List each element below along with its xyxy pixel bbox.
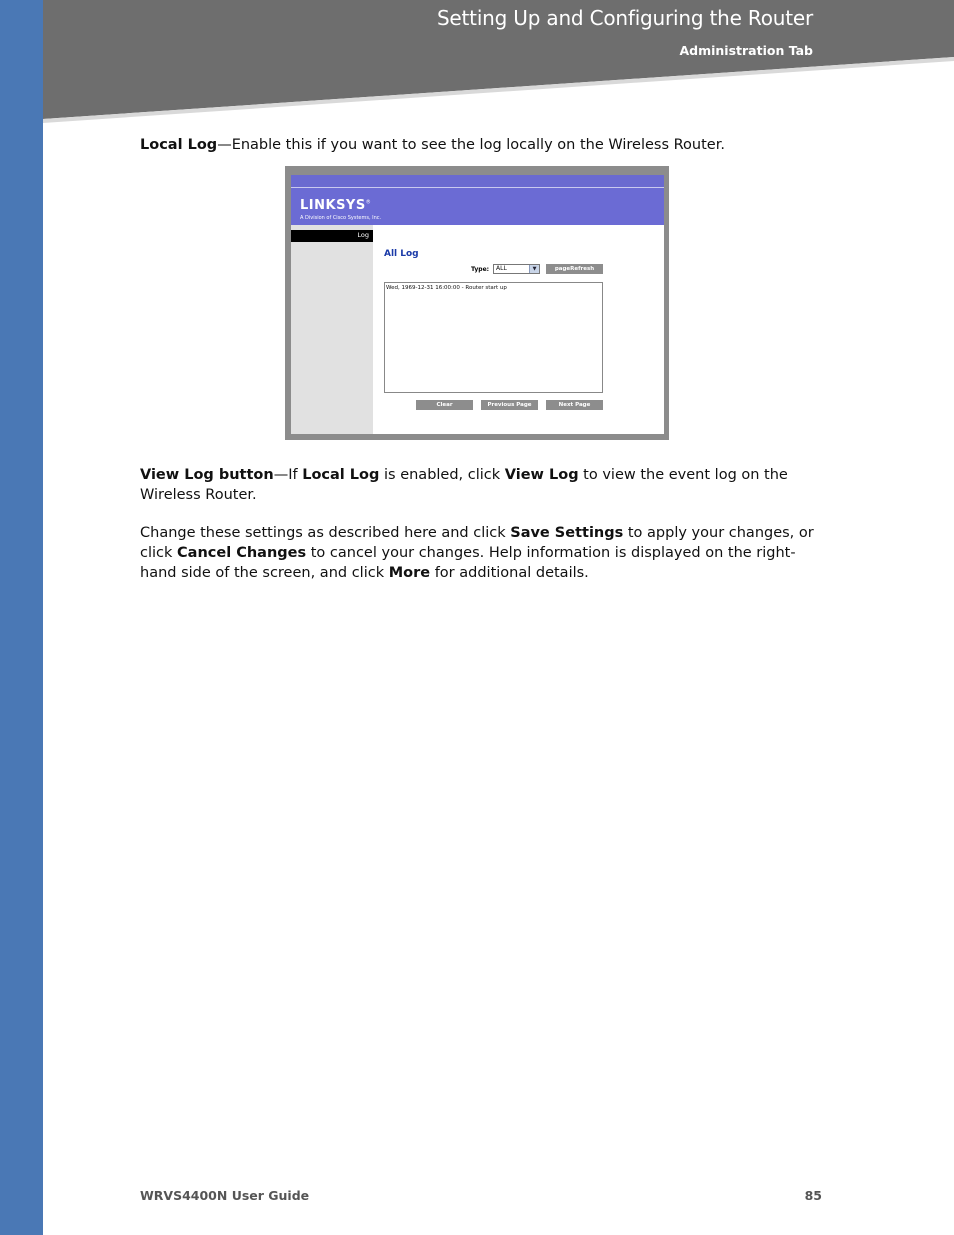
linksys-logo-text: LINKSYS	[300, 198, 366, 213]
change-settings-text-2: to apply your changes, or click	[140, 525, 814, 561]
save-settings-bold: Save Settings	[510, 525, 624, 541]
log-entry: Wed, 1969-12-31 16:00:00 - Router start up	[386, 285, 507, 291]
change-settings-paragraph	[140, 523, 830, 583]
log-textarea[interactable]	[384, 282, 603, 393]
linksys-banner	[291, 188, 664, 225]
all-log-heading: All Log	[384, 249, 419, 259]
footer-guide-title: WRVS4400N User Guide	[140, 1188, 310, 1203]
linksys-logo	[300, 198, 371, 213]
change-settings-text-4: for additional details.	[430, 565, 589, 581]
view-log-bold-local-log: Local Log	[302, 467, 380, 483]
previous-page-button[interactable]: Previous Page	[481, 400, 538, 410]
screenshot-top-strip	[291, 175, 664, 187]
view-log-term: View Log button	[140, 467, 274, 483]
page-refresh-button[interactable]: pageRefresh	[546, 264, 603, 274]
nav-item-log-label: Log	[357, 231, 369, 239]
view-log-paragraph	[140, 465, 830, 505]
screenshot-nav-column	[291, 225, 373, 434]
more-bold: More	[388, 565, 431, 581]
type-select[interactable]	[493, 264, 540, 274]
view-log-text-3: to view the event log on the Wireless Router.	[140, 467, 788, 503]
view-log-bold-view-log: View Log	[504, 467, 579, 483]
cancel-changes-bold: Cancel Changes	[177, 545, 307, 561]
clear-button[interactable]: Clear	[416, 400, 473, 410]
screenshot-page	[291, 175, 664, 434]
linksys-subtitle: A Division of Cisco Systems, Inc.	[300, 215, 382, 221]
change-settings-text-1: Change these settings as described here and click	[140, 525, 511, 541]
local-log-term: Local Log	[140, 137, 218, 153]
local-log-paragraph	[140, 135, 830, 155]
left-color-bar	[0, 0, 43, 1235]
next-page-button[interactable]: Next Page	[546, 400, 603, 410]
footer-page-number: 85	[804, 1188, 822, 1203]
chevron-down-icon[interactable]: ▼	[529, 265, 539, 273]
type-label: Type:	[471, 266, 490, 273]
local-log-text: —Enable this if you want to see the log locally on the Wireless Router.	[217, 137, 725, 153]
section-tab-label: Administration Tab	[679, 43, 813, 58]
nav-item-log[interactable]	[291, 230, 373, 242]
change-settings-text-3: to cancel your changes. Help information is displayed on the right-hand side of the screen, and click	[140, 545, 796, 581]
view-log-text-1: —If	[273, 467, 303, 483]
type-select-value: ALL	[496, 265, 507, 272]
router-log-screenshot	[285, 166, 669, 440]
registered-mark: ®	[365, 199, 372, 206]
view-log-text-2: is enabled, click	[379, 467, 505, 483]
chapter-title: Setting Up and Configuring the Router	[436, 6, 813, 30]
